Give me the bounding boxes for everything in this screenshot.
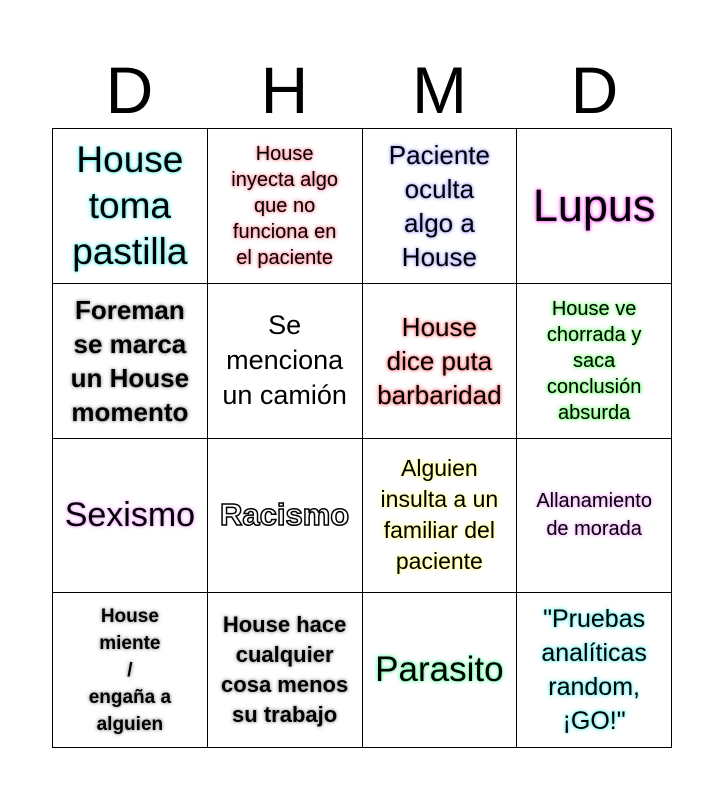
bingo-cell-12[interactable] xyxy=(517,439,672,594)
bingo-cell-2[interactable] xyxy=(208,129,363,284)
cell-text-8: House ve chorrada y saca conclusión absurda xyxy=(546,297,642,424)
cell-text-16: "Pruebas analíticas random, ¡GO!" xyxy=(541,605,647,736)
bingo-cell-4[interactable] xyxy=(517,129,672,284)
bingo-cell-3[interactable] xyxy=(363,129,518,284)
bingo-header xyxy=(52,52,672,128)
bingo-cell-14[interactable] xyxy=(208,593,363,748)
cell-text-9: Sexismo xyxy=(64,496,196,535)
cell-text-2: House inyecta algo que no funciona en el paciente xyxy=(231,142,338,269)
cell-text-1: House toma pastilla xyxy=(72,138,188,272)
header-letter-2: H xyxy=(260,53,309,127)
cell-text-13: House miente / engaña a alguien xyxy=(88,605,172,735)
cell-text-7: House dice puta barbaridad xyxy=(377,311,502,410)
cell-text-6: Se menciona un camión xyxy=(222,310,347,411)
cell-text-14: House hace cualquier cosa menos su trabajo xyxy=(221,612,349,728)
header-letter-1: D xyxy=(105,53,154,127)
bingo-cell-8[interactable] xyxy=(517,284,672,439)
bingo-board xyxy=(52,128,672,748)
header-letter-3: M xyxy=(412,53,467,127)
cell-text-4: Lupus xyxy=(532,179,656,231)
bingo-cell-6[interactable] xyxy=(208,284,363,439)
cell-text-10: Racismo xyxy=(220,497,350,533)
cell-text-3: Paciente oculta algo a House xyxy=(388,139,490,272)
bingo-cell-10[interactable] xyxy=(208,439,363,594)
bingo-cell-5[interactable] xyxy=(53,284,208,439)
bingo-cell-9[interactable] xyxy=(53,439,208,594)
bingo-cell-1[interactable] xyxy=(53,129,208,284)
bingo-cell-16[interactable] xyxy=(517,593,672,748)
cell-text-11: Alguien insulta a un familiar del paciente xyxy=(380,455,499,575)
cell-text-12: Allanamiento de morada xyxy=(536,490,652,541)
cell-text-5: Foreman se marca un House momento xyxy=(70,294,190,427)
bingo-cell-13[interactable] xyxy=(53,593,208,748)
bingo-cell-11[interactable] xyxy=(363,439,518,594)
header-letter-4: D xyxy=(570,53,619,127)
cell-text-15: Parasito xyxy=(375,650,504,690)
bingo-cell-7[interactable] xyxy=(363,284,518,439)
bingo-cell-15[interactable] xyxy=(363,593,518,748)
